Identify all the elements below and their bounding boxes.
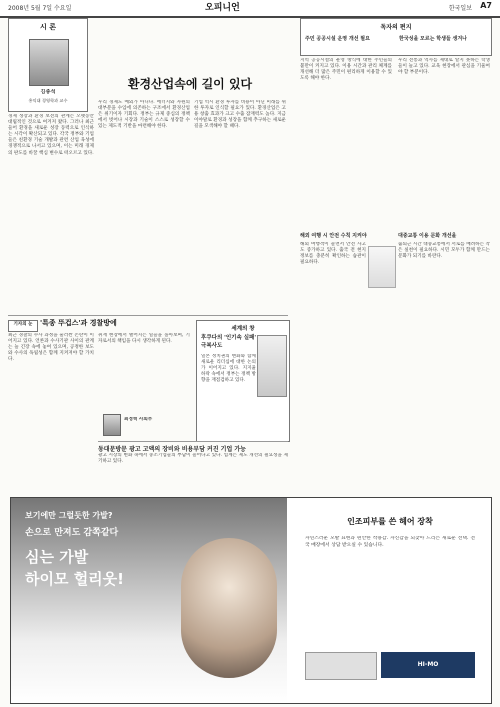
page-header	[0, 0, 500, 18]
sidebar-body: 일본 정치권의 변화와 함께 새로운 리더십에 대한 논의가 이어지고 있다. 지지율 하락 속에서 정부는 정책 방향을 재점검하고 있다.	[201, 354, 256, 384]
article-body-1: 경제 성장과 환경 보전의 관계는 오랫동안 대립적인 것으로 여겨져 왔다. 그러나 최근 들어 환경을 새로운 성장 동력으로 인식하는 시각이 확산되고 있다. 각국 정부와 기업들은 친환경 기술 개발과 관련 산업 육성에 경쟁적으로 나서고 있으며, 이는 미래 경제의 판도를 바꿀 핵심 변수로 떠오르고 있다.	[8, 114, 94, 156]
article-body-3: 기업 역시 환경 투자를 비용이 아닌 미래를 위한 투자로 인식할 필요가 있다. 환경산업은 고용 창출 효과가 크고 수출 잠재력도 높다. 지금이야말로 환경과 성장을 함께 추구하는 새로운 길을 모색해야 할 때다.	[194, 100, 286, 130]
column2-label: 기자의 눈	[13, 322, 33, 327]
right-illustration	[368, 246, 396, 288]
letter1-title: 주민 공공시설 운영 개선 필요	[305, 36, 370, 42]
ad-logo: HI-MO	[381, 652, 475, 678]
divider-2	[98, 441, 288, 442]
column2-headline: '특종 뚜겁스'과 경찰방에	[40, 319, 117, 327]
ad-left-panel	[11, 498, 287, 703]
sidebar-headline: 후쿠다의 '인기속 실패' 극복사도	[201, 335, 257, 349]
letter3-title: 해외 여행 시 안전 수칙 지켜야	[300, 233, 367, 239]
strip-body: 광고 시장의 변화 속에서 중소기업들의 부담이 늘어나고 있다. 업계는 제도 개선의 필요성을 제기하고 있다.	[98, 453, 288, 465]
author-title: 홍익대 경영학과 교수	[28, 98, 68, 103]
ad-right-body: 자연스러운 모발 표현과 편안한 착용감. 자신감을 되찾아 드리는 새로운 선택. 전국 매장에서 상담 받으실 수 있습니다.	[305, 536, 475, 548]
ad-right-headline: 인조피부를 쓴 헤어 장착	[347, 517, 433, 526]
ad-tagline-2: 손으로 만져도 감쪽같다	[25, 528, 119, 538]
ad-tagline-1: 보기에만 그럴듯한 가발?	[25, 511, 113, 520]
column2-body-2: 취재 현장에서 벌어지는 일들을 돌아보며, 기자로서의 책임을 다시 생각하게 된다.	[98, 333, 190, 345]
advertisement	[10, 497, 492, 704]
right-body-1: 지역 공공시설의 운영 방식에 대한 주민들의 불만이 커지고 있다. 이용 시간과 관리 체계를 개선해 더 많은 주민이 편리하게 이용할 수 있도록 해야 한다.	[300, 58, 392, 82]
ad-brand-1: 심는 가발	[25, 548, 89, 566]
ad-person-photo	[181, 538, 277, 678]
strip-headline: 동대문방문 광고 고액의 장비와 비용부담 커진 기업 가능	[98, 446, 246, 453]
main-headline: 환경산업속에 길이 있다	[127, 77, 253, 91]
sidebar-box	[196, 320, 290, 442]
columnist-photo	[103, 414, 121, 436]
newspaper-name: 한국일보	[448, 5, 472, 12]
divider	[8, 315, 288, 316]
page-number: A7	[480, 1, 492, 10]
columnist-name: 최정혁 사회부	[124, 417, 153, 422]
section-title: 오피니언	[205, 3, 240, 13]
column-label-box	[8, 320, 38, 332]
right-body-4: 출퇴근 시간 대중교통에서 서로를 배려하는 작은 실천이 필요하다. 시민 모두가 함께 만드는 문화가 되기를 바란다.	[398, 242, 490, 260]
reader-section-header	[300, 18, 492, 56]
sidebar-cartoon	[257, 335, 287, 397]
column-box-sironn	[8, 18, 88, 112]
letter4-title: 대중교통 이용 문화 개선을	[398, 233, 457, 239]
letter2-title: 한국성을 모르는 학생들 생겨나	[399, 36, 468, 42]
main-headline-wrap	[95, 75, 285, 92]
author-photo	[29, 39, 69, 86]
ad-box	[305, 652, 377, 680]
column2-body-1: 최근 경찰의 수사 과정을 둘러싼 논란이 이어지고 있다. 언론과 수사기관 사이의 관계는 늘 긴장 속에 놓여 있으며, 공정한 보도와 수사의 독립성은 함께 지켜져야 할 가치다.	[8, 333, 94, 363]
ad-right-panel	[287, 498, 491, 703]
article-body-2: 우리 경제도 예외가 아니다. 에너지와 자원의 대부분을 수입에 의존하는 구조에서 환경산업은 위기이자 기회다. 정부는 규제 중심의 정책에서 벗어나 시장과 기술이 스스로 성장할 수 있는 제도적 기반을 마련해야 한다.	[98, 100, 190, 130]
ad-brand-2: 하이모 헐리웃!	[25, 570, 125, 588]
column-label: 시 론	[40, 23, 56, 31]
issue-date: 2008년 5월 7일 수요일	[8, 5, 72, 12]
reader-section-title: 독자의 편지	[380, 24, 412, 31]
sidebar-title: 세계의 창	[231, 326, 255, 332]
author-name: 김종석	[40, 89, 56, 95]
right-body-3: 해외 여행객이 늘면서 안전 사고도 증가하고 있다. 출국 전 현지 정보를 충분히 확인하는 습관이 필요하다.	[300, 242, 366, 266]
right-body-2: 우리 전통과 역사를 제대로 알지 못하는 학생들이 늘고 있다. 교육 현장에서 관심을 기울여야 할 부분이다.	[398, 58, 490, 76]
